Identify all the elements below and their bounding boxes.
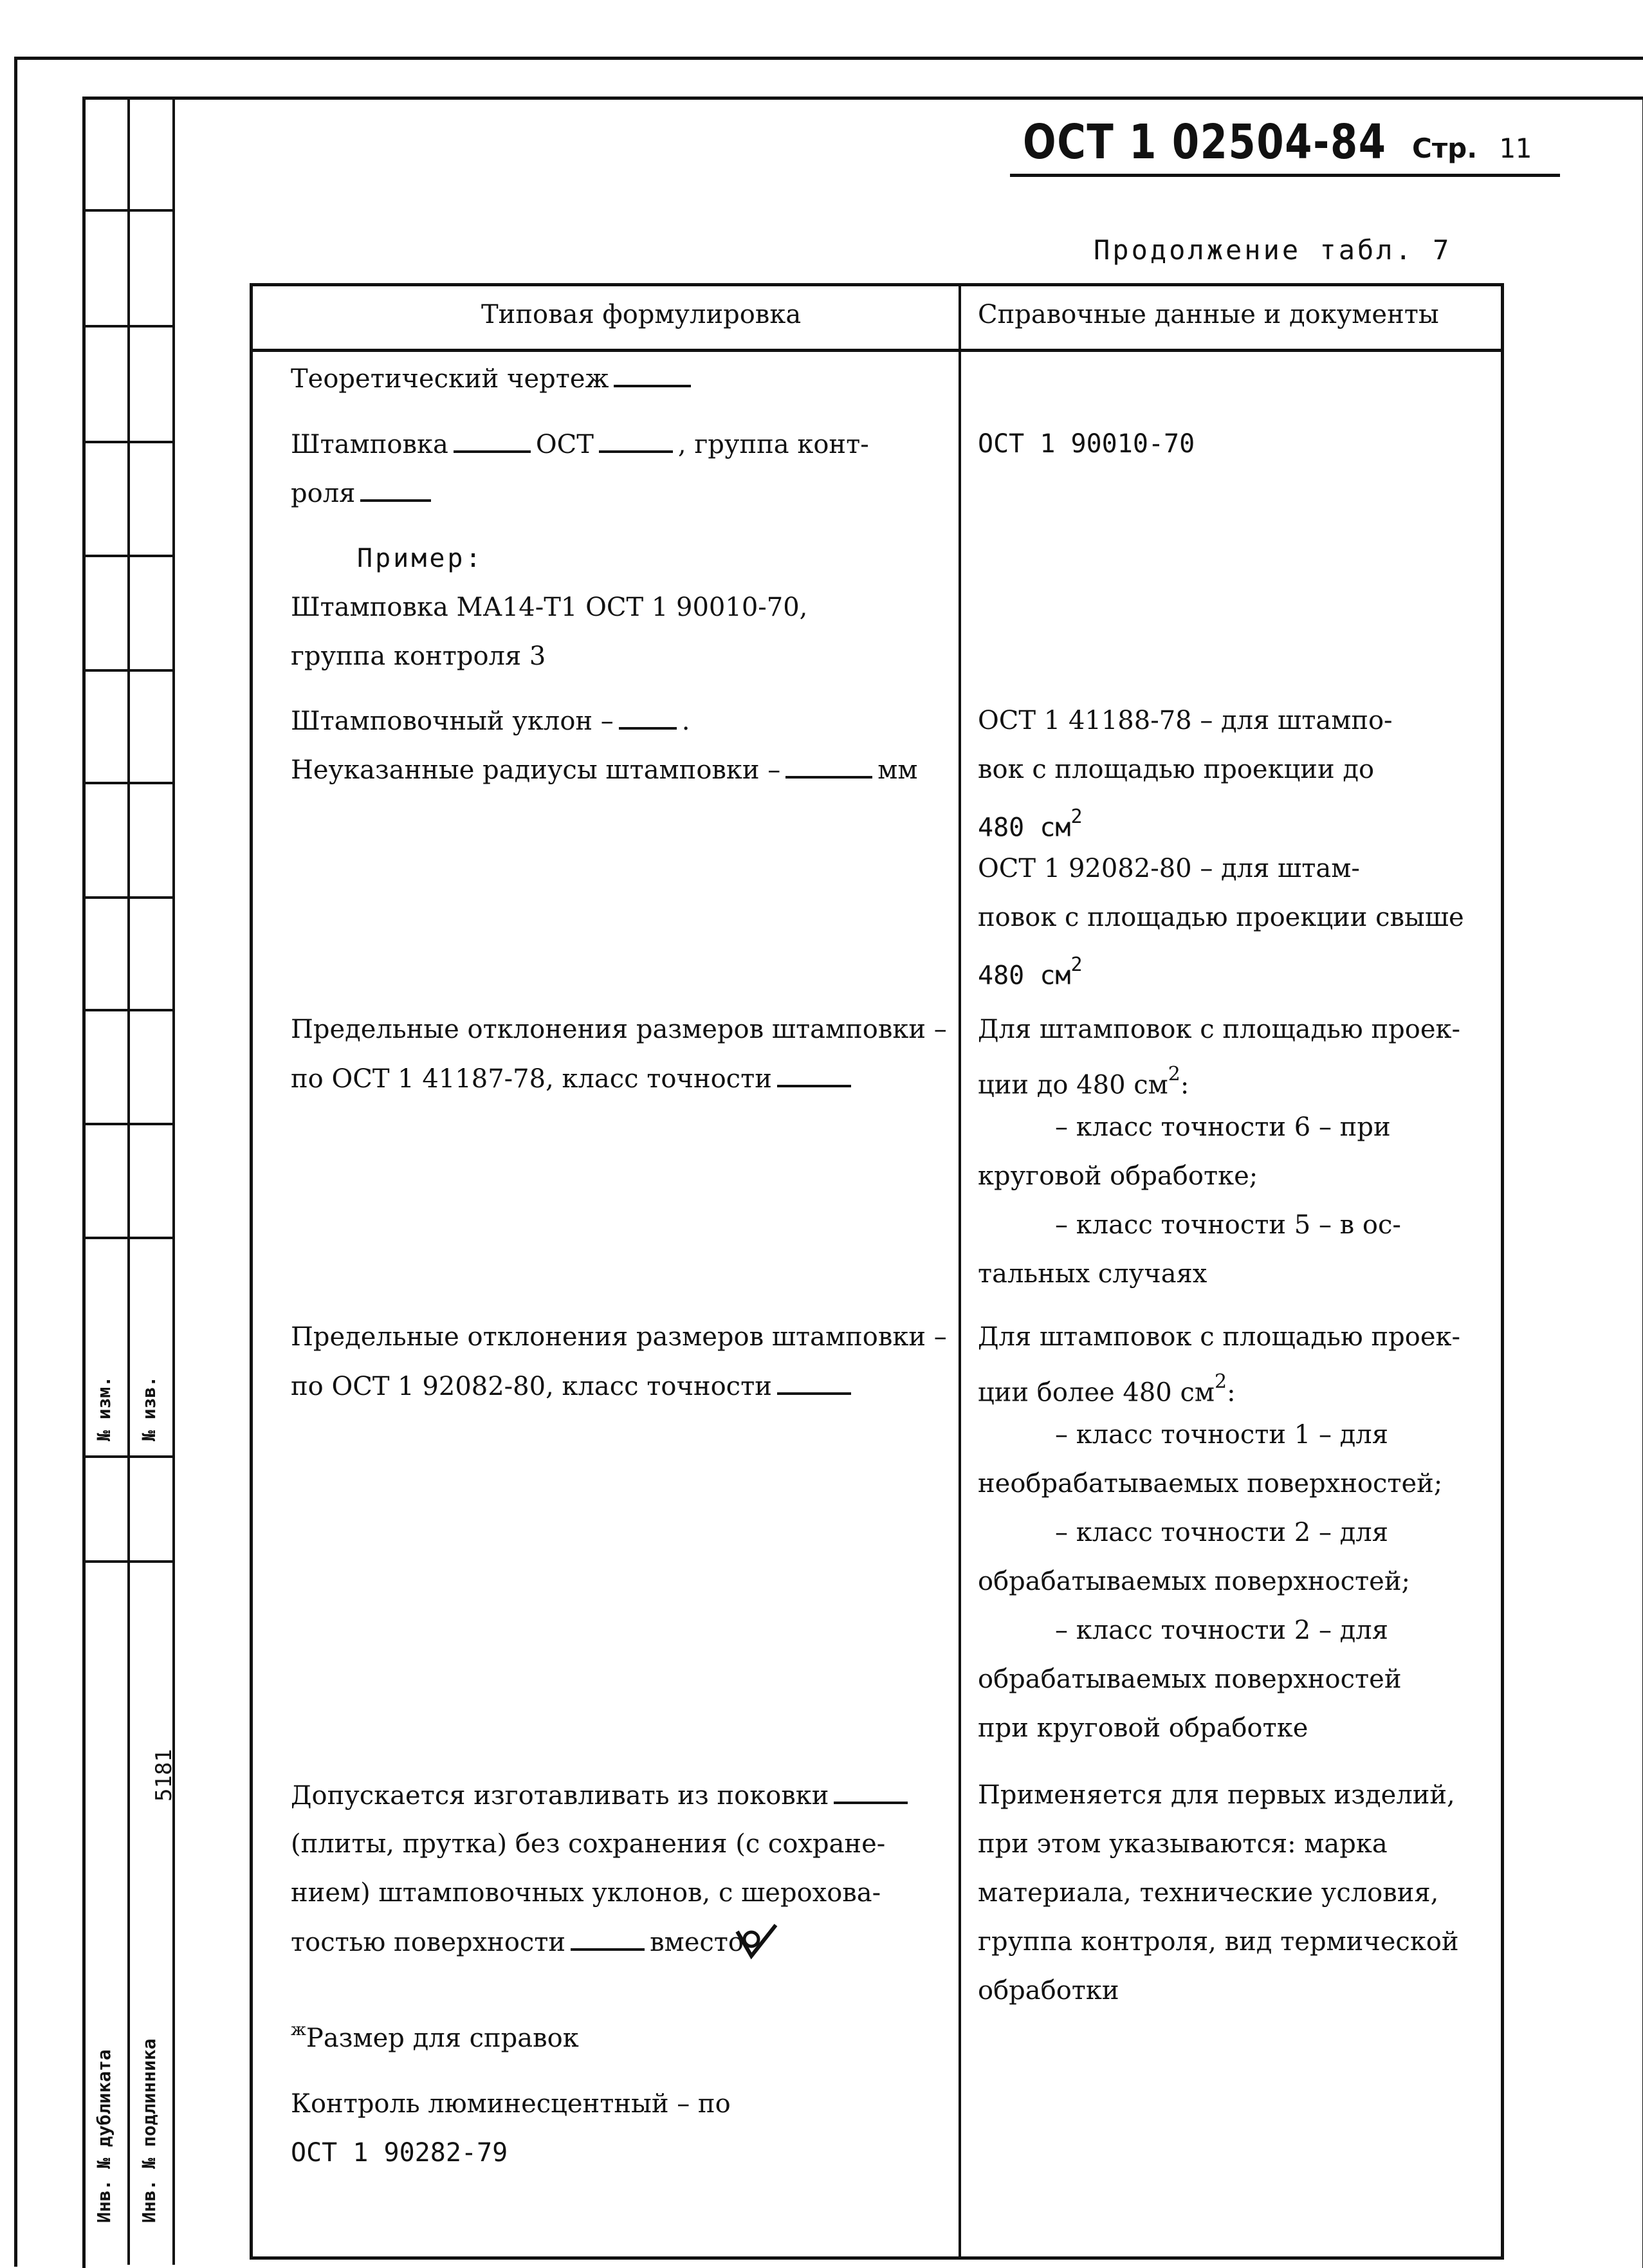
left-row-3: Штамповочный уклон – . <box>291 706 690 736</box>
blank-field <box>785 757 872 779</box>
table-continuation: Продолжение табл. 7 <box>1094 234 1452 266</box>
right-row-4f: тальных случаях <box>978 1259 1207 1289</box>
margin-rule <box>82 1123 172 1125</box>
margin-rule <box>82 1455 172 1458</box>
example-line-1: Штамповка МА14-Т1 ОСТ 1 90010-70, <box>291 593 808 622</box>
left-row-7d: тостью поверхности вместо <box>291 1928 744 1957</box>
blank-field <box>599 431 673 453</box>
margin-rule <box>82 669 172 672</box>
left-row-7a: Допускается изготавливать из поковки <box>291 1782 913 1809</box>
right-row-2a: ОСТ 1 41188-78 – для штампо- <box>978 706 1393 735</box>
left-row-6a: Предельные отклонения размеров штамповки – <box>291 1322 947 1352</box>
left-row-7c: нием) штамповочных уклонов, с шерохова- <box>291 1878 881 1908</box>
right-row-6d: группа контроля, вид термической <box>978 1927 1459 1957</box>
left-row-9a: Контроль люминесцентный – по <box>291 2089 731 2119</box>
col2-header: Справочные данные и документы <box>978 300 1439 329</box>
margin-rule <box>82 896 172 899</box>
roughness-symbol-icon <box>735 1922 780 1961</box>
left-row-2: Штамповка ОСТ , группа конт- <box>291 430 869 459</box>
example-line-2: группа контроля 3 <box>291 641 546 671</box>
margin-izm: № изм. <box>93 1376 115 1441</box>
right-row-3c: 480 $см^2$ <box>978 954 1083 991</box>
right-row-5h: обрабатываемых поверхностей <box>978 1664 1402 1694</box>
right-row-3a: ОСТ 1 92082-80 – для штам- <box>978 854 1360 883</box>
margin-inv-orig: Инв. № подлинника <box>138 2038 160 2223</box>
right-row-6e: обработки <box>978 1976 1119 2005</box>
left-row-6b: по ОСТ 1 92082-80, класс точности <box>291 1373 856 1399</box>
right-row-5g: – класс точности 2 – для <box>1055 1616 1388 1645</box>
main-table <box>250 283 1504 2260</box>
margin-rule <box>82 209 172 212</box>
right-row-6a: Применяется для первых изделий, <box>978 1780 1455 1810</box>
margin-rule <box>82 1560 172 1563</box>
right-row-5i: при круговой обработке <box>978 1713 1308 1743</box>
page-number: 11 <box>1499 133 1532 164</box>
left-row-5b: по ОСТ 1 41187-78, класс точности <box>291 1065 856 1092</box>
left-row-7b: (плиты, прутка) без сохранения (с сохране- <box>291 1829 886 1859</box>
margin-rule <box>82 782 172 784</box>
right-row-2b: вок с площадью проекции до <box>978 755 1375 784</box>
left-row-8: $^ж$Размер для справок <box>291 2020 579 2053</box>
right-row-4b: ции до 480 $см^2$: <box>978 1063 1189 1100</box>
left-row-9b: ОСТ 1 90282-79 <box>291 2138 508 2168</box>
column-divider <box>959 283 961 2260</box>
example-label: Пример: <box>357 544 484 573</box>
header-underline <box>1010 174 1560 177</box>
right-row-4a: Для штамповок с площадью проек- <box>978 1015 1460 1044</box>
left-row-5a: Предельные отклонения размеров штамповки – <box>291 1015 947 1044</box>
right-row-5b: ции более 480 $см^2$: <box>978 1370 1236 1408</box>
right-row-4d: круговой обработке; <box>978 1161 1258 1191</box>
margin-izv: № изв. <box>138 1376 160 1441</box>
left-row-2b: роля <box>291 480 436 506</box>
blank-field <box>777 1065 851 1087</box>
right-row-6c: материала, технические условия, <box>978 1878 1439 1908</box>
right-row-6b: при этом указываются: марка <box>978 1829 1388 1859</box>
right-row-5c: – класс точности 1 – для <box>1055 1420 1388 1450</box>
margin-line-b <box>127 97 130 2265</box>
left-row-1: Теоретический чертеж <box>291 365 696 392</box>
right-row-5a: Для штамповок с площадью проек- <box>978 1322 1460 1352</box>
margin-rule <box>82 1237 172 1239</box>
right-row-4c: – класс точности 6 – при <box>1055 1112 1391 1142</box>
document-code: ОСТ 1 02504-84 <box>1023 115 1387 170</box>
right-row-2c: 480 $см^2$ <box>978 806 1083 843</box>
blank-field <box>619 708 677 730</box>
right-row-5d: необрабатываемых поверхностей; <box>978 1469 1443 1498</box>
footnote-mark: ж <box>291 2020 306 2040</box>
margin-rule <box>82 555 172 557</box>
header-divider <box>250 349 1504 352</box>
right-row-3b: повок с площадью проекции свыше <box>978 903 1464 932</box>
right-row-1: ОСТ 1 90010-70 <box>978 429 1195 459</box>
blank-field <box>777 1373 851 1395</box>
right-row-4e: – класс точности 5 – в ос- <box>1055 1210 1401 1240</box>
right-row-5f: обрабатываемых поверхностей; <box>978 1567 1410 1596</box>
margin-rule <box>82 325 172 327</box>
col1-header: Типовая формулировка <box>481 300 802 329</box>
blank-field <box>834 1782 908 1804</box>
blank-field <box>454 431 531 453</box>
page-label: Стр. <box>1412 133 1478 164</box>
blank-field <box>571 1929 645 1951</box>
margin-inv-dup: Инв. № дубликата <box>93 2049 115 2223</box>
margin-line-a <box>82 97 85 2265</box>
margin-rule <box>82 441 172 443</box>
blank-field <box>614 365 691 387</box>
right-row-5e: – класс точности 2 – для <box>1055 1518 1388 1547</box>
left-row-4: Неуказанные радиусы штамповки – мм <box>291 755 918 785</box>
margin-rule <box>82 1009 172 1011</box>
margin-inv-number: 5181 <box>151 1749 177 1802</box>
margin-line-c <box>172 97 175 2265</box>
blank-field <box>360 480 431 502</box>
